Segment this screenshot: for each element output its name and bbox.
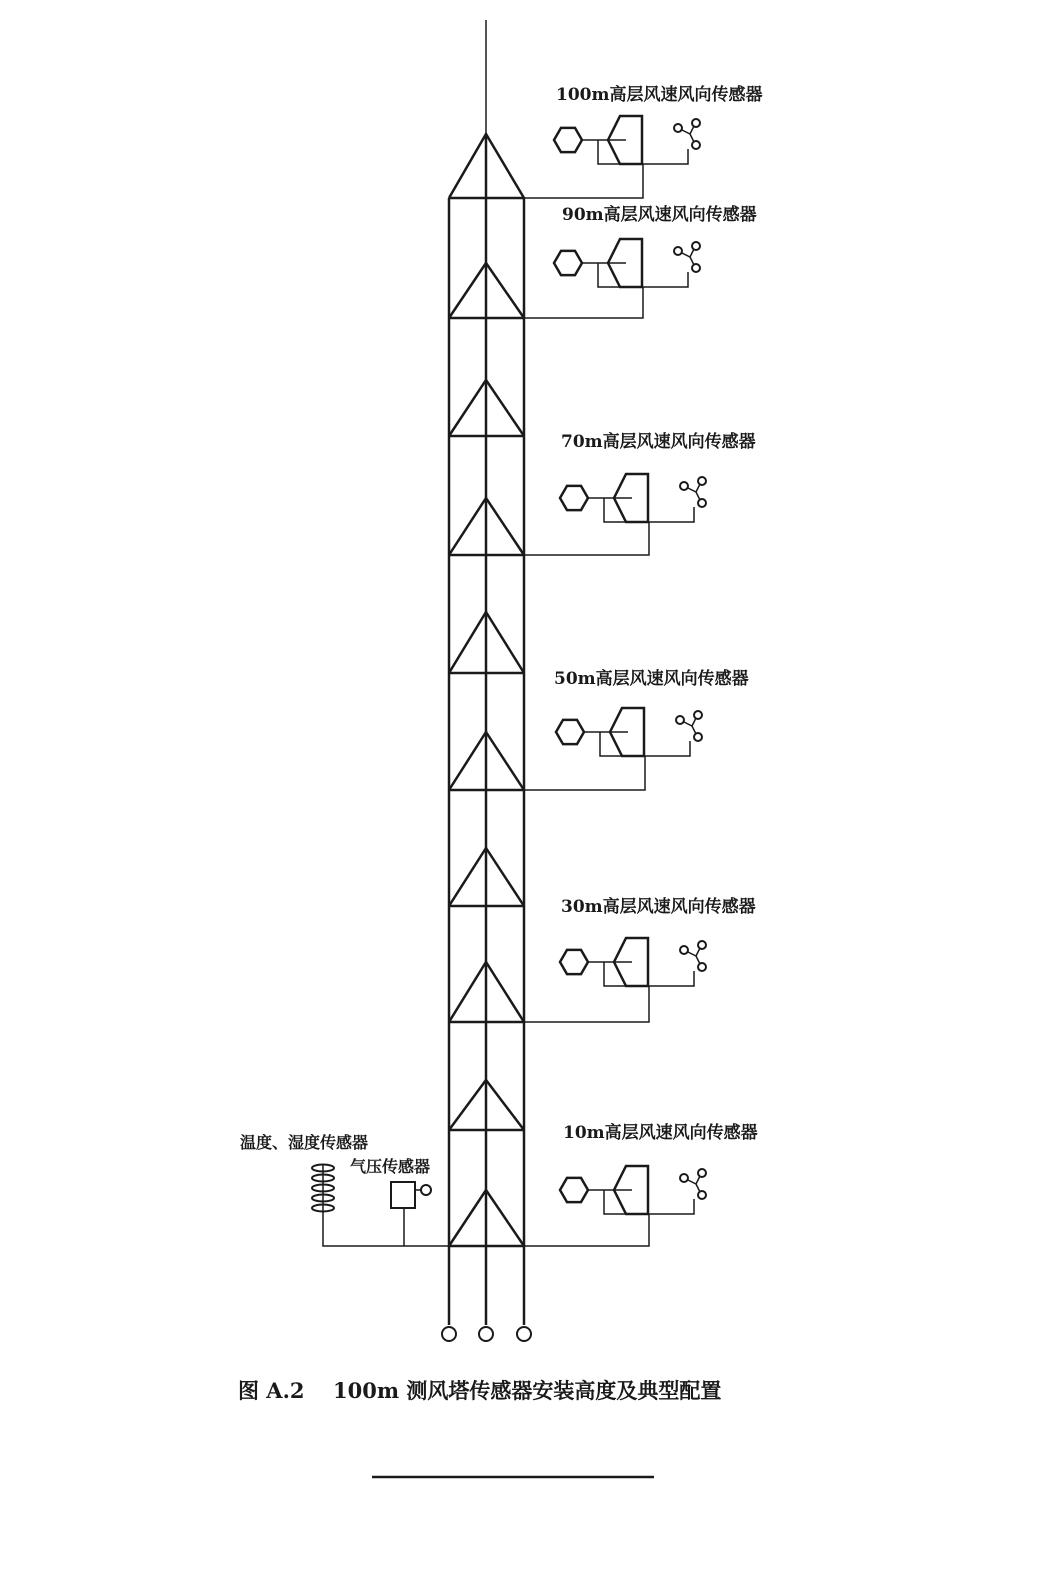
tower-base-anchors — [442, 1327, 531, 1341]
anemometer-hexagon-icon — [554, 128, 582, 152]
direction-sensor-icon — [680, 477, 706, 507]
anemometer-hexagon-icon — [560, 486, 588, 510]
anemometer-hexagon-icon — [560, 1178, 588, 1202]
sensor-group-label: 50m高层风速风向传感器 — [554, 669, 749, 689]
temp-humidity-sensor-icon — [312, 1164, 334, 1212]
pressure-sensor-icon — [391, 1182, 431, 1208]
sensor-group-label: 70m高层风速风向传感器 — [561, 432, 756, 452]
direction-sensor-icon — [680, 1169, 706, 1199]
direction-sensor-icon — [674, 119, 700, 149]
figure-title: 100m 测风塔传感器安装高度及典型配置 — [333, 1378, 722, 1403]
sensor-wiring — [524, 732, 690, 790]
anemometer-hexagon-icon — [560, 950, 588, 974]
sensor-groups — [524, 84, 762, 1246]
sensor-group-label: 90m高层风速风向传感器 — [562, 205, 757, 225]
sensor-group — [524, 84, 762, 198]
sensor-wiring — [524, 140, 688, 198]
sensor-wiring — [524, 498, 694, 555]
sensor-group — [524, 896, 756, 1022]
sensor-group-label: 30m高层风速风向传感器 — [561, 897, 756, 917]
figure-number: 图 A.2 — [238, 1378, 305, 1403]
tower-legs — [449, 134, 524, 1325]
sensor-group — [524, 1122, 758, 1246]
temp-humidity-label: 温度、湿度传感器 — [240, 1133, 369, 1152]
anemometer-hexagon-icon — [554, 251, 582, 275]
sensor-group-label: 10m高层风速风向传感器 — [563, 1123, 758, 1143]
sensor-group — [524, 431, 756, 555]
sensor-wiring — [524, 962, 694, 1022]
direction-sensor-icon — [674, 242, 700, 272]
anemometer-hexagon-icon — [556, 720, 584, 744]
direction-sensor-icon — [676, 711, 702, 741]
ground-sensor-wiring — [323, 1208, 449, 1246]
sensor-wiring — [524, 263, 688, 318]
sensor-group — [524, 204, 757, 318]
sensor-wiring — [524, 1190, 694, 1246]
direction-sensor-icon — [680, 941, 706, 971]
ground-sensors — [240, 1133, 449, 1246]
pressure-label: 气压传感器 — [350, 1157, 431, 1176]
sensor-group — [524, 668, 749, 790]
sensor-group-label: 100m高层风速风向传感器 — [556, 85, 763, 105]
